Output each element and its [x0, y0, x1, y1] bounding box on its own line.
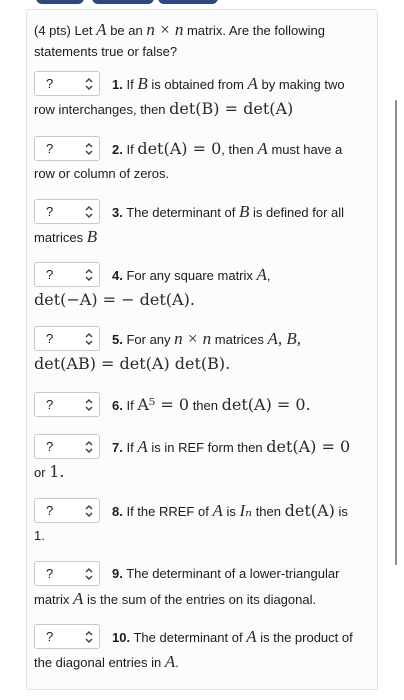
text-fragment: 7.: [112, 439, 123, 455]
statement-line: [34, 497, 376, 524]
text-fragment: by making two: [261, 76, 345, 92]
text-fragment: ?: [46, 267, 54, 282]
text-fragment: row or column of zeros.: [34, 166, 170, 181]
text-fragment: .: [175, 655, 179, 670]
answer-select-7[interactable]: [34, 434, 100, 459]
statement-text: [112, 566, 339, 581]
answer-select-9[interactable]: [34, 561, 100, 586]
text-fragment: is obtained from: [151, 76, 244, 92]
statement-line: [34, 560, 376, 587]
text-fragment: 5.: [112, 331, 123, 347]
scrollbar[interactable]: [395, 100, 397, 565]
answer-select-2[interactable]: [34, 136, 100, 161]
text-fragment: ,: [266, 267, 271, 283]
statement-line: [34, 290, 376, 311]
text-fragment: B: [238, 201, 250, 221]
question-4: [34, 261, 376, 311]
text-fragment: A⁵ = 0: [137, 395, 190, 414]
answer-select-5[interactable]: [34, 326, 100, 351]
chevron-up-down-icon: [83, 396, 95, 414]
question-2: [34, 135, 376, 184]
text-fragment: A: [257, 138, 268, 158]
answer-select-3[interactable]: [34, 199, 100, 224]
statement-text: [112, 501, 348, 521]
statement-line: [34, 227, 376, 248]
statement-line: [34, 652, 376, 673]
chevron-up-down-icon: [83, 565, 95, 583]
text-fragment: A: [96, 20, 107, 39]
text-fragment: is the product of: [260, 629, 353, 645]
nav-tab-2[interactable]: [92, 0, 154, 4]
text-fragment: det(A): [284, 500, 335, 520]
answer-select-1[interactable]: [34, 71, 100, 96]
text-fragment: A: [73, 589, 84, 608]
text-fragment: 1.: [34, 528, 45, 543]
text-fragment: 6.: [112, 398, 123, 413]
text-fragment: 3.: [112, 204, 123, 220]
statement-line: [34, 433, 376, 460]
question-8: [34, 497, 376, 546]
text-fragment: matrices: [214, 331, 264, 347]
text-fragment: or: [34, 465, 46, 480]
text-fragment: For any: [126, 331, 171, 347]
chevron-up-down-icon: [83, 203, 95, 221]
text-fragment: det(A) = 0.: [221, 395, 311, 414]
statement-line: [34, 462, 376, 483]
statement-line: [34, 589, 376, 610]
text-fragment: is the sum of the entries on its diagonal.: [87, 592, 317, 607]
text-fragment: ?: [46, 397, 54, 412]
statement-text: [112, 74, 345, 94]
text-fragment: , then: [221, 141, 254, 157]
text-fragment: n × n: [146, 20, 184, 39]
statement-line: [34, 623, 376, 650]
text-fragment: If: [126, 141, 134, 157]
chevron-up-down-icon: [83, 438, 95, 456]
text-fragment: If: [126, 439, 134, 455]
chevron-up-down-icon: [83, 266, 95, 284]
text-fragment: A: [246, 626, 257, 646]
statement-line: [34, 261, 376, 288]
chevron-up-down-icon: [83, 330, 95, 348]
text-fragment: 8.: [112, 503, 123, 519]
statement-line: [34, 70, 376, 97]
chevron-up-down-icon: [83, 628, 95, 646]
statement-text: [112, 139, 342, 159]
text-fragment: Let: [74, 23, 93, 38]
text-fragment: is defined for all: [253, 204, 345, 220]
question-6: [34, 391, 376, 418]
question-9: [34, 560, 376, 610]
text-fragment: The determinant of a lower-triangular: [126, 566, 340, 581]
question-10: [34, 623, 376, 673]
text-fragment: 1.: [112, 76, 123, 92]
text-fragment: B: [137, 73, 148, 93]
text-fragment: A: [137, 436, 148, 456]
text-fragment: 10.: [112, 629, 131, 645]
statement-text: [112, 202, 344, 222]
question-header: [34, 19, 374, 62]
statement-line: [34, 354, 376, 375]
statement-text: [112, 437, 350, 457]
statement-text: [112, 627, 353, 647]
text-fragment: row interchanges, then: [34, 102, 166, 117]
statement-line: [34, 135, 376, 162]
text-fragment: det(−A) = − det(A).: [34, 290, 195, 309]
text-fragment: then: [192, 398, 218, 413]
question-7: [34, 433, 376, 483]
statement-line: [34, 198, 376, 225]
text-fragment: A: [247, 73, 258, 93]
text-fragment: B: [86, 227, 98, 246]
text-fragment: det(A) = 0: [266, 436, 351, 456]
text-fragment: ?: [46, 503, 54, 518]
text-fragment: If: [126, 76, 134, 92]
statement-text: [112, 395, 311, 414]
chevron-up-down-icon: [83, 140, 95, 158]
text-fragment: ?: [46, 204, 54, 219]
text-fragment: ?: [46, 566, 54, 581]
statement-line: [34, 526, 376, 546]
statement-line: [34, 391, 376, 418]
nav-tab-3[interactable]: [158, 0, 218, 4]
text-fragment: is: [226, 503, 236, 519]
text-fragment: 1.: [49, 462, 65, 481]
text-fragment: det(B) = det(A): [169, 99, 294, 118]
text-fragment: is: [338, 503, 348, 519]
text-fragment: then: [255, 503, 281, 519]
text-fragment: ?: [46, 629, 54, 644]
chevron-up-down-icon: [83, 75, 95, 93]
points-label: (4 pts): [34, 23, 71, 38]
text-fragment: If the RREF of: [126, 503, 209, 519]
statement-text: [112, 329, 301, 349]
text-fragment: 9.: [112, 566, 123, 581]
nav-tab-1[interactable]: [36, 0, 84, 4]
text-fragment: ?: [46, 331, 54, 346]
text-fragment: A: [212, 500, 223, 520]
text-fragment: The determinant of: [133, 629, 243, 645]
text-fragment: be an: [110, 23, 143, 38]
answer-select-4[interactable]: [34, 262, 100, 287]
answer-select-10[interactable]: [34, 624, 100, 649]
text-fragment: matrix. Are the following statements true or false?: [34, 23, 325, 59]
text-fragment: is in REF form then: [151, 439, 263, 455]
statement-text: [112, 265, 271, 285]
text-fragment: 4.: [112, 267, 123, 283]
text-fragment: The determinant of: [126, 204, 236, 220]
statement-line: [34, 325, 376, 352]
text-fragment: n × n: [174, 328, 212, 348]
question-1: [34, 70, 376, 120]
chevron-up-down-icon: [83, 502, 95, 520]
top-tab-bar: [0, 0, 404, 6]
answer-select-6[interactable]: [34, 392, 100, 417]
text-fragment: A: [256, 264, 267, 284]
statement-line: [34, 164, 376, 184]
text-fragment: ?: [46, 76, 54, 91]
statement-line: [34, 99, 376, 120]
text-fragment: det(AB) = det(A) det(B).: [34, 354, 231, 373]
question-5: [34, 325, 376, 375]
text-fragment: For any square matrix: [126, 267, 253, 283]
text-fragment: If: [126, 398, 134, 413]
text-fragment: the diagonal entries in: [34, 655, 162, 670]
text-fragment: A, B,: [267, 328, 302, 348]
text-fragment: A: [164, 652, 176, 671]
text-fragment: matrix: [34, 592, 70, 607]
text-fragment: 2.: [112, 141, 123, 157]
text-fragment: ?: [46, 141, 54, 156]
text-fragment: must have a: [271, 141, 343, 157]
text-fragment: Iₙ: [239, 500, 253, 520]
text-fragment: matrices: [34, 230, 84, 245]
text-fragment: det(A) = 0: [137, 138, 222, 158]
question-3: [34, 198, 376, 248]
answer-select-8[interactable]: [34, 498, 100, 523]
text-fragment: ?: [46, 439, 54, 454]
